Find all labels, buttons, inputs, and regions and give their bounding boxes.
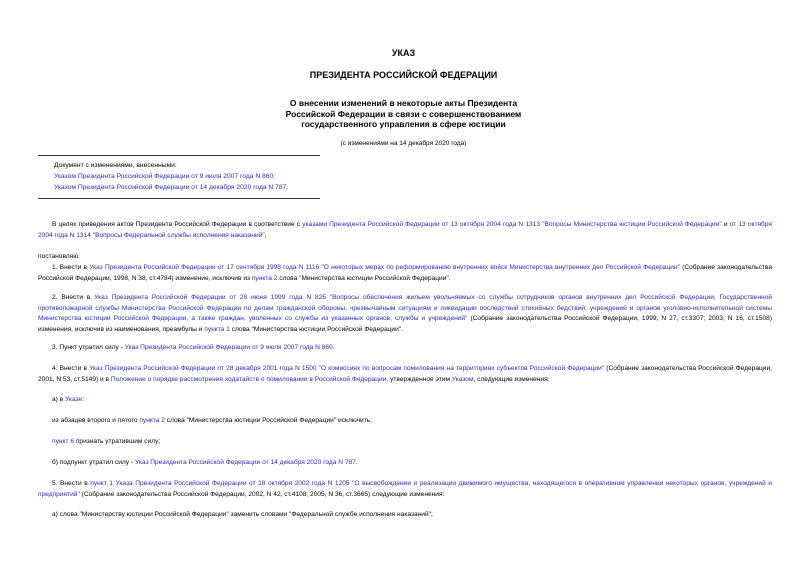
text: 3. Пункт утратил силу - [52, 344, 125, 351]
doc-subject-title [0, 98, 807, 130]
divider-bottom [38, 198, 320, 199]
amendment-link[interactable]: Указом Президента Российской Федерации от 14 декабря 2020 года N 787. [54, 184, 289, 191]
text: слова "Министерства юстиции Российской Федерации" исключить; [164, 417, 373, 424]
reference-link[interactable]: пункта 1 [204, 325, 230, 333]
revision-note: (с изменениями на 14 декабря 2020 года) [340, 140, 467, 147]
subject-line-3: государственного управления в сфере юстиции [301, 119, 506, 129]
reference-link[interactable]: пункта 2 [139, 417, 165, 424]
text: слова "Министерства юстиции Российской Федерации". [277, 274, 451, 282]
paragraph-5 [38, 479, 772, 500]
reference-link[interactable]: Указ Президента Российской Федерации от 28 июня 1999 года N 825 "Вопросы обеспечения жильем увольняемых со службы сотрудников органов внутренних дел Российской Федерации, Государственной противопожарной службы Министерства Российской Федерации по делам гражданской обороны, чрезвычайным ситуациям и ликвидации последствий стихийных бедствий, учреждений и органов уголовно-исполнительной системы Министерства юстиции Российской Федерации, а также граждан, уволенных со службы из указанных органов, службы и учреждений" [38, 294, 772, 322]
amendments-label: Документ с изменениями, внесенными: [54, 162, 177, 169]
paragraph-2 [38, 293, 772, 335]
subparagraph-4a [38, 395, 772, 406]
text: В целях приведения актов Президента Российской Федерации в соответствие с [52, 221, 303, 228]
reference-link[interactable]: Указ Президента Российской Федерации от 9 июля 2007 года N 860 [124, 344, 333, 351]
amendment-link[interactable]: Указом Президента Российской Федерации от 9 июля 2007 года N 860; [54, 173, 276, 180]
text: . [332, 344, 335, 351]
text: признать утратившим силу; [74, 438, 161, 445]
text: слова "Министерства юстиции Российской Федерации". [229, 325, 403, 333]
text: (Собрание законодательства Российской Федерации, 2002, N 42, ст.4108; 2005, N 36, ст.3665) следующие изменения: [79, 490, 445, 498]
divider-top [38, 155, 320, 156]
reference-link[interactable]: Указе [65, 396, 83, 403]
text: , утвержденное этим [386, 375, 452, 383]
reference-link[interactable]: пункта 2 [251, 274, 278, 282]
reference-link[interactable]: Указ Президента Российской Федерации от 17 сентября 1998 года N 1116 "О некоторых мерах по реформированию внутренних войск Министерства внутренних дел Российской Федерации" [89, 264, 680, 271]
decree-word: постановляю: [38, 253, 81, 260]
reference-link[interactable]: Указа Президента Российской Федерации от 18 октября 2002 года N 1205 "О высвобождении и реализации движимого имущества, находящегося в оперативном управлении некоторых органов, учреждений и предприятий" [38, 480, 772, 498]
reference-link[interactable]: указами Президента Российской Федерации от 13 октября 2004 года N 1313 "Вопросы Министерства юстиции Российской Федерации" [302, 221, 722, 228]
text: б) подпункт утратил силу - [52, 459, 135, 466]
text: из абзацев второго и пятого [52, 417, 140, 424]
text: . [355, 459, 358, 466]
text: 2. Внести в [52, 294, 95, 301]
amendments-box [54, 160, 288, 193]
reference-link[interactable]: Указ Президента Российской Федерации от 14 декабря 2020 года N 787 [134, 459, 356, 466]
subject-line-2: Российской Федерации в связи с совершенствованием [285, 108, 522, 119]
subparagraph-4b [38, 458, 772, 469]
reference-link[interactable]: пункт 1 [90, 480, 113, 487]
subparagraph-4a-item-1 [38, 416, 772, 427]
text: (Собрание законодательства Российской Федерации, 2001, N 53, ст.5149) и в [38, 365, 772, 383]
text: , [264, 231, 267, 239]
doc-type-title: УКАЗ [391, 48, 416, 58]
paragraph-4 [38, 364, 772, 385]
paragraph-3 [38, 343, 772, 354]
reference-link[interactable]: пункт 6 [52, 438, 74, 445]
reference-link[interactable]: от 13 октября 2004 года N 1314 "Вопросы Федеральной службы исполнения наказаний" [38, 221, 772, 239]
text: : [82, 396, 85, 403]
reference-link[interactable]: Указом [451, 375, 474, 383]
reference-link[interactable]: Указ Президента Российской Федерации от 28 декабря 2001 года N 1500 "О комиссиях по вопросам помилования на территориях субъектов Российской Федерации" [89, 365, 605, 372]
text: а) в [52, 396, 66, 403]
text: и [721, 221, 730, 228]
paragraph-1 [38, 263, 772, 284]
subparagraph-4a-item-2 [38, 437, 772, 448]
intro-paragraph [38, 220, 772, 241]
text: (Собрание законодательства Российской Федерации, 1998, N 38, ст.4784) изменение, исключив из [38, 264, 772, 282]
text: , следующие изменения: [473, 375, 550, 383]
reference-link[interactable]: Положение о порядке рассмотрения ходатайств о помиловании в Российской Федерации [110, 375, 387, 383]
text: (Собрание законодательства Российской Федерации, 1999, N 27, ст.3307; 2003, N 16, ст.1508) изменения, исключив из наименования, преамбулы и [38, 315, 773, 333]
text: 1. Внести в [52, 264, 90, 271]
text: 4. Внести в [52, 365, 90, 372]
doc-issuer-title: ПРЕЗИДЕНТА РОССИЙСКОЙ ФЕДЕРАЦИИ [309, 70, 498, 80]
subject-line-1: О внесении изменений в некоторые акты Президента [289, 98, 518, 108]
subparagraph-5a: а) слова "Министерству юстиции Российской Федерации" заменить словами "Федеральной службе исполнения наказаний"; [52, 511, 433, 518]
text: 5. Внести в [52, 480, 91, 487]
